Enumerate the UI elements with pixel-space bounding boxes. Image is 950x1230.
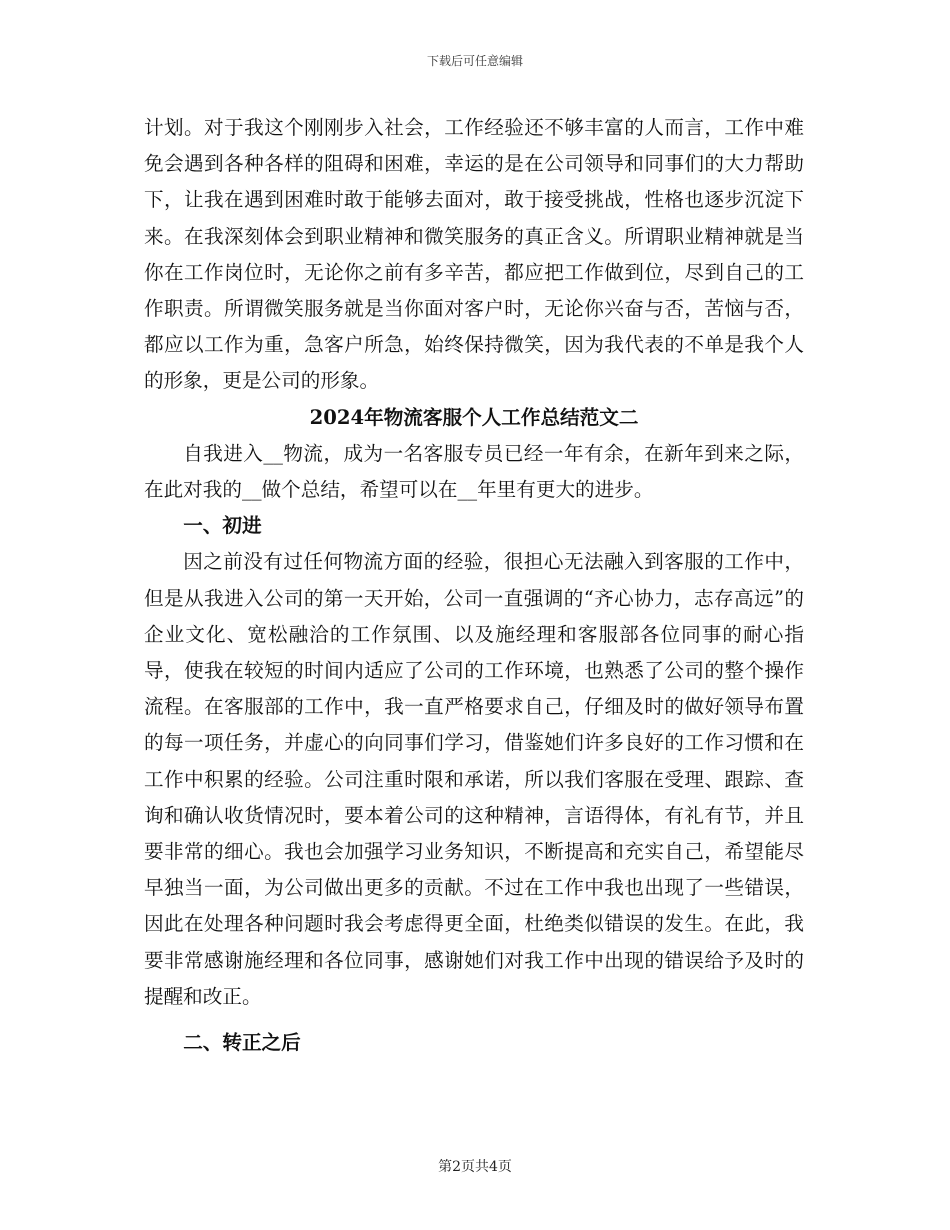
continuation-paragraph: 计划。对于我这个刚刚步入社会，工作经验还不够丰富的人而言，工作中难免会遇到各种各样的阻碍和困难，幸运的是在公司领导和同事们的大力帮助下，让我在遇到困难时敢于能够去面对，敢于接受挑战，性格也逐步沉淀下来。在我深刻体会到职业精神和微笑服务的真正含义。所谓职业精神就是当你在工作岗位时，无论你之前有多辛苦，都应把工作做到位，尽到自己的工作职责。所谓微笑服务就是当你面对客户时，无论你兴奋与否，苦恼与否，都应以工作为重，急客户所急，始终保持微笑，因为我代表的不单是我个人的形象，更是公司的形象。 xyxy=(144,116,804,393)
page-footer: 第2页共4页 xyxy=(438,1159,512,1175)
section-heading-1: 一、初进 xyxy=(183,514,262,538)
document-title: 2024年物流客服个人工作总结范文二 xyxy=(309,405,639,429)
intro-paragraph: 自我进入__物流，成为一名客服专员已经一年有余，在新年到来之际，在此对我的__做个总结，希望可以在__年里有更大的进步。 xyxy=(144,441,804,502)
page-header: 下载后可任意编辑 xyxy=(426,54,523,68)
section-1-paragraph: 因之前没有过任何物流方面的经验，很担心无法融入到客服的工作中，但是从我进入公司的第一天开始，公司一直强调的“齐心协力，志存高远”的企业文化、宽松融洽的工作氛围、以及施经理和客服部各位同事的耐心指导，使我在较短的时间内适应了公司的工作环境，也熟悉了公司的整个操作流程。在客服部的工作中，我一直严格要求自己，仔细及时的做好领导布置的每一项任务，并虚心的向同事们学习，借鉴她们许多良好的工作习惯和在工作中积累的经验。公司注重时限和承诺，所以我们客服在受理、跟踪、查询和确认收货情况时，要本着公司的这种精神，言语得体，有礼有节，并且要非常的细心。我也会加强学习业务知识，不断提高和充实自己，希望能尽早独当一面，为公司做出更多的贡献。不过在工作中我也出现了一些错误，因此在处理各种问题时我会考虑得更全面，杜绝类似错误的发生。在此，我要非常感谢施经理和各位同事，感谢她们对我工作中出现的错误给予及时的提醒和改正。 xyxy=(144,550,804,1008)
document-body xyxy=(144,110,804,1061)
section-heading-2: 二、转正之后 xyxy=(183,1031,301,1055)
